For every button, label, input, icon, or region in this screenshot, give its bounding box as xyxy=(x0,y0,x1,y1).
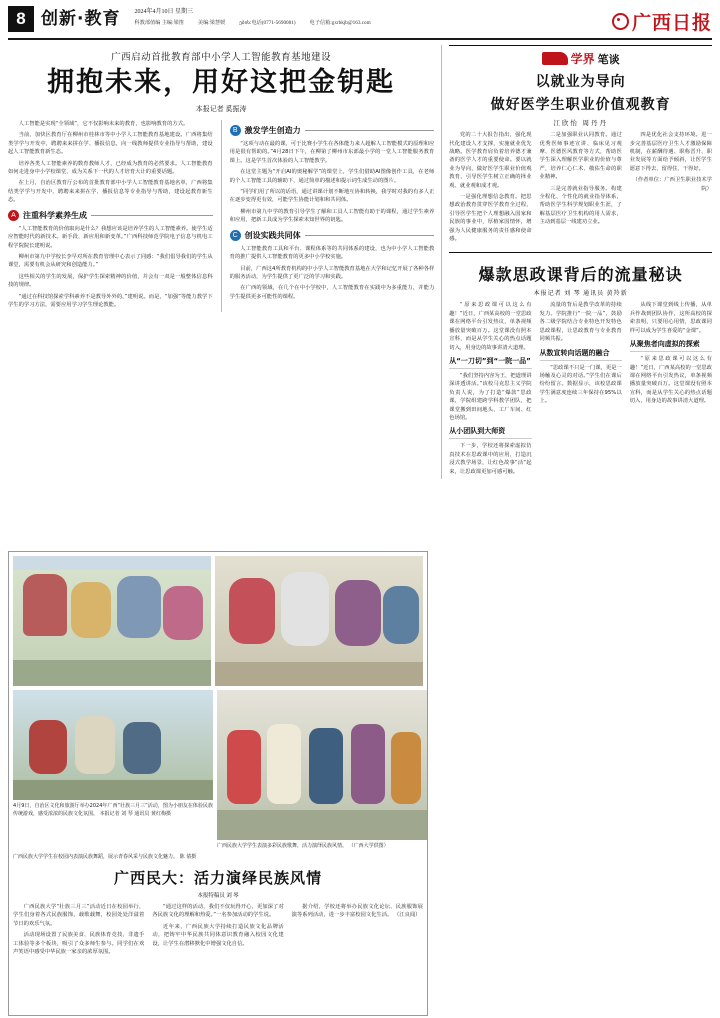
article1-body xyxy=(8,120,434,312)
photo-2 xyxy=(215,556,423,686)
article1-subhead-b xyxy=(230,125,435,136)
article2-p2: 二是加强职业认同教育。通过优秀医师事迹宣讲、临床见习观摩、医德医风教育等方式，帮助医学生深入理解医学职业的价值与尊严，培养仁心仁术、敬佑生命的职业精神。 xyxy=(539,132,622,181)
brand-logo-icon xyxy=(612,13,629,30)
article1-s1-p3: “通过在科技馆探索学科素养不是教导外外的，”建明说。而是，“加强”等能力教学下学生的学习方法，需要应用学习学生理论教能。 xyxy=(8,293,213,308)
photo-story-p1: 活动现场设置了民族美食、民族体育竞技、非遗手工体验等多个板块，吸引了众多师生参与。同学们在欢声笑语中感受中华民族一家亲的浓厚氛围。 xyxy=(13,932,145,956)
article2-byline: 江欣怡 周丹丹 xyxy=(553,120,608,128)
article1-header xyxy=(8,45,434,120)
subhead-c-text: 创设实践共同体 xyxy=(244,230,301,240)
article2 xyxy=(449,45,712,246)
article1-s3-p1: 目前，广西这4所教育机构的中小学人工智能教育基地在大学和记忆开展了各种各样的服务活动，为学生提供了更广泛的学习和实践。 xyxy=(229,265,435,280)
article3-title: 爆款思政课背后的流量秘诀 xyxy=(478,265,683,285)
xuejie-tag2: 笔谈 xyxy=(597,52,620,66)
photo-package xyxy=(8,551,428,1016)
masthead-meta-2: ების:电话(0771-5690081) xyxy=(239,20,296,26)
article3-p5: 下一步，学校还将探索虚拟仿真技术在思政课中的应用，打造沉浸式教学场景，让红色故事“活”起来，让思政课更加可感可触。 xyxy=(449,443,532,475)
article2-body xyxy=(449,131,712,246)
photo-4 xyxy=(217,690,427,840)
article2-p0: 党的二十大报告指出，强化现代化建设人才支撑，实施就业优先战略。医学教育肩负着培养德才兼备的医学人才的重要使命。要以就业为导向，做好医学生职业价值观教育，引导医学生树立正确的择业观、就业观和成才观。 xyxy=(449,132,532,189)
subhead-b-rule xyxy=(305,130,435,131)
article1-subhead-a xyxy=(8,210,213,221)
article3-p3: “思政课不只是一门课，更是一场触及心灵的对话。”学生们在课后纷纷留言。数据显示，该校思政课学生满意度连续三年保持在95%以上。 xyxy=(539,364,622,405)
section-title: 创新·教育 xyxy=(41,9,121,29)
article1-s2-p2: “同学们用了所以的话语，通过讲课计划不断地互协和转换，我学时对我的有多人正在逐步变得更有效，可能学生协能计划和和共同体。 xyxy=(229,189,435,204)
photo-1 xyxy=(13,556,211,686)
article1-s2-p0: “这项与动在最的课，可于比赛小学生在各体能力来人超解人工智能模式的原理和应用是很有帮助的。”4月28日下午，在柳第了柳州市东部最小学的一堂人工智能服务教育课上。这是学生首次体验的人工智能教学。 xyxy=(229,141,435,164)
photo-story-p0: 广西民族大学“壮族三月三”活动近日在校园举行，学生们身着各式民族服饰，载歌载舞，校园处处洋溢着节日的欢乐气氛。 xyxy=(13,904,145,927)
masthead-meta-3: 电子信箱:gxrbkjb@163.com xyxy=(309,20,371,26)
photo-caption-3: 广西民族大学学生表演多彩民族歌舞，活力演绎民族风情。 （广西大学供图） xyxy=(217,843,389,849)
photo-row-top xyxy=(13,556,423,686)
right-column xyxy=(449,45,712,479)
article1-s1-p2: 这些相关的学生的发展，保护学生探索精神的价值，并会有一双是一般整体信息科技的规律。 xyxy=(8,273,213,289)
article3-subhead-0: 从“一刀切”到“一院一品” xyxy=(449,356,531,369)
column-divider-1 xyxy=(221,120,222,312)
article1-s2-p1: 在这堂主题为“开启AI的奥秘解学”的课堂上，学生们借助AI图像创作工具，在老师的个人工智能工具的辅助下，通过简单的描述和提示词生成生动的图片。 xyxy=(229,169,435,184)
article2-p3: 三是完善就业指导服务。构建全程化、个性化的就业指导体系，帮助医学生科学规划职业生涯，了解基层医疗卫生机构的用人需求，主动到基层一线建功立业。 xyxy=(539,185,622,226)
masthead-date: 2024年4月10日 星期三 xyxy=(134,9,193,15)
photo-story-byline: 本报特稿员 刘 琴 xyxy=(197,893,239,899)
photo-story-p2: “通过这样的活动，我们不仅玩得开心，更加深了对各民族文化的理解和热爱。”一名参加活动的学生说。 xyxy=(152,904,284,919)
article2-p5: （作者单位：广西卫生职业技术学院） xyxy=(632,177,712,192)
article1-intro-0: 人工智能是实现“全领域”，它不仅影响未来的教育，也影响教育的方式。 xyxy=(18,121,189,128)
photo-story-p4: 据介绍，学校还将举办民族文化论坛、民族服饰展演等系列活动，进一步丰富校园文化生活。 （江良闻） xyxy=(291,904,423,919)
article3-p2: 流量的背后是教学改革的持续发力。学院推行“一院一品”，鼓励各二级学院结合专业特色开发特色思政课程，让思政教育与专业教育同频共振。 xyxy=(539,302,622,343)
photo-story-p3: 近年来，广西民族大学持续打造民族文化品牌活动，把铸牢中华民族共同体意识教育融入校园文化建设，让学生在潜移默化中增强文化自信。 xyxy=(152,923,284,947)
article3 xyxy=(449,252,712,479)
page-columns xyxy=(8,45,712,479)
article3-p4: 从线下课堂到线上传播，从单兵作战到团队协作，这所高校的探索表明，只要用心用情，思政课同样可以成为学生喜爱的“金课”。 xyxy=(629,302,712,334)
article2-title-line1: 以就业为导向 xyxy=(535,74,626,90)
xuejie-brand xyxy=(449,50,712,70)
article1-col1 xyxy=(8,120,213,312)
article3-p0: “原来思政课可以这么有趣！”近日，广西某高校的一堂思政课在网络平台引发热议，单条视频播放量突破百万。这堂课没有照本宣科，而是从学生关心的热点话题切入，用身边的故事讲清大道理。 xyxy=(449,302,532,351)
article1-subhead-c xyxy=(230,230,435,241)
article1-kicker: 广西启动首批教育部中小学人工智能教育基地建设 xyxy=(111,52,332,63)
article1-headline: 拥抱未来，用好这把金钥匙 xyxy=(47,67,396,98)
article3-byline: 本报记者 刘 琴 通讯员 黄羚新 xyxy=(533,291,628,298)
photo-3 xyxy=(13,690,213,800)
article3-subhead-1: 从数宣转向话题的融合 xyxy=(540,348,622,361)
subhead-b-badge: B xyxy=(230,125,241,136)
article1-col2 xyxy=(230,120,435,312)
masthead-meta xyxy=(134,6,612,28)
page-number: 8 xyxy=(8,6,34,32)
article3-p0b: “原来思政课可以这么有趣！”近日，广西某高校的一堂思政课在网络平台引发热议，单条视频播放量突破百万。这堂课没有照本宣科，而是从学生关心的热点话题切入，用身边的故事讲清大道理。 xyxy=(629,356,712,405)
subhead-c-rule xyxy=(305,235,435,236)
newspaper-brand xyxy=(612,6,712,35)
article3-subhead-3: 从聚焦者向虚拟的探索 xyxy=(630,339,712,352)
photo-caption-1: 4月9日，自治区文化和旅游厅举办2024年广西“壮族三月三”活动，图为小朋友在体验民族传统游戏，感受浓浓的民族文化氛围。 本报记者 刘 琴 通讯员 黄红梅摄 xyxy=(13,803,213,817)
photo-story-title: 广西民大：活力演绎民族风情 xyxy=(113,869,322,887)
ribbon-icon xyxy=(542,52,568,65)
subhead-a-rule xyxy=(91,215,213,216)
article1-intro-1: 当前，加快区教育厅在柳州市桂林市等中小学人工智能教育基地建设。广西将集结类学学与开发中，聘聘来来拼在学、播报信息，向一线教师提供专业指导与帮助，建设起人工智能教育新生态。 xyxy=(8,132,213,156)
column-divider-main xyxy=(441,45,442,479)
article1-s1-p0: “人工智能教育的价值取向是什么？我想应该是培养学生的人工智能素养。使学生适应智能时代的新技术。新手段、新应用和新变革。”广西科技师范学院电子信息与机电工程学院院长建明说。 xyxy=(8,225,213,249)
subhead-c-badge: C xyxy=(230,230,241,241)
article3-body xyxy=(449,301,712,479)
article1-s2-p3: 柳州市第九中学的教育引导学生了解和工具人工智能有助于的课程，通过学生素养和应用，把新工具成为学生探索未知世界的钥匙。 xyxy=(229,208,435,224)
subhead-a-badge: A xyxy=(8,210,19,221)
article2-title-line2: 做好医学生职业价值观教育 xyxy=(490,96,671,113)
masthead-meta-1: 美编:梁慧媛 xyxy=(197,20,226,26)
photo-story-body xyxy=(13,903,423,959)
article1-s1-p1: 柳州市第九中学校长李早对所在教育管理中心表示了同感：“我们倡导我们的学生从课堂，需要有机会从研究和创造能力。” xyxy=(8,253,213,269)
xuejie-tag1: 学界 xyxy=(570,52,595,66)
subhead-b-text: 激发学生创造力 xyxy=(244,126,301,136)
article1-s3-p2: 在广西的领域，在几个在中小学校中，人工智能教育在实践中为多重能力，并能力学生提供更多可能性的课程。 xyxy=(229,285,435,300)
article2-p4: 四是优化社会支持环境。进一步完善基层医疗卫生人才激励保障机制，在薪酬待遇、职称晋升、职业发展等方面给予倾斜，让医学生愿意下得去、留得住、干得好。 xyxy=(629,132,712,172)
article1-intro-3: 在上月，自治区教育厅公布的首批教育部中小学人工智能教育基地名单，广西将集结类学学与开发中，聘聘来来拼在学、播报信息等专业指导与帮助，建设起教育新生态。 xyxy=(8,180,213,204)
article1-byline: 本报记者 奚振涛 xyxy=(195,105,247,114)
article3-subhead-2: 从小团队到大师资 xyxy=(449,426,531,439)
article2-p1: 一是强化理想信念教育。把思想政治教育贯穿医学教育全过程，引导医学生把个人理想融入国家和民族的事业中，厚植家国情怀，增强为人民健康服务的责任感和使命感。 xyxy=(449,194,532,243)
article1-intro-2: 培养各类人工智能素养的数育教师人才，已经成为教育的必然要求。人工智能教育如何走进身中小学校课堂，成为关系下一代的人才培育大计的重要话题。 xyxy=(8,160,213,176)
article1-s3-p0: 人工智能教育工具和平台、课程体系等的共同体系的建设，也为中小学人工智能教育的推广提供人工智能教育的更多中小学校实施。 xyxy=(229,245,435,261)
masthead xyxy=(8,6,712,40)
photo-caption-2: 广西民族大学学生在校园内表演民族舞蹈，展示青春风采与民族文化魅力。 陈 倩摄 xyxy=(13,853,197,860)
article3-p1: “我们坚持内容为王，把道理讲深讲透讲活。”该校马克思主义学院负责人说，为了打造“爆款”思政课，学院组建跨学科教学团队，把课堂搬到田间地头、工厂车间、红色场馆。 xyxy=(449,372,532,421)
main-column xyxy=(8,45,434,479)
brand-text: 广西日报 xyxy=(631,12,712,34)
masthead-meta-0: 科教部值编 主编:梁笛 xyxy=(134,20,184,26)
subhead-a-text: 注重科学素养生成 xyxy=(23,210,87,220)
photo-row-middle xyxy=(13,690,423,851)
